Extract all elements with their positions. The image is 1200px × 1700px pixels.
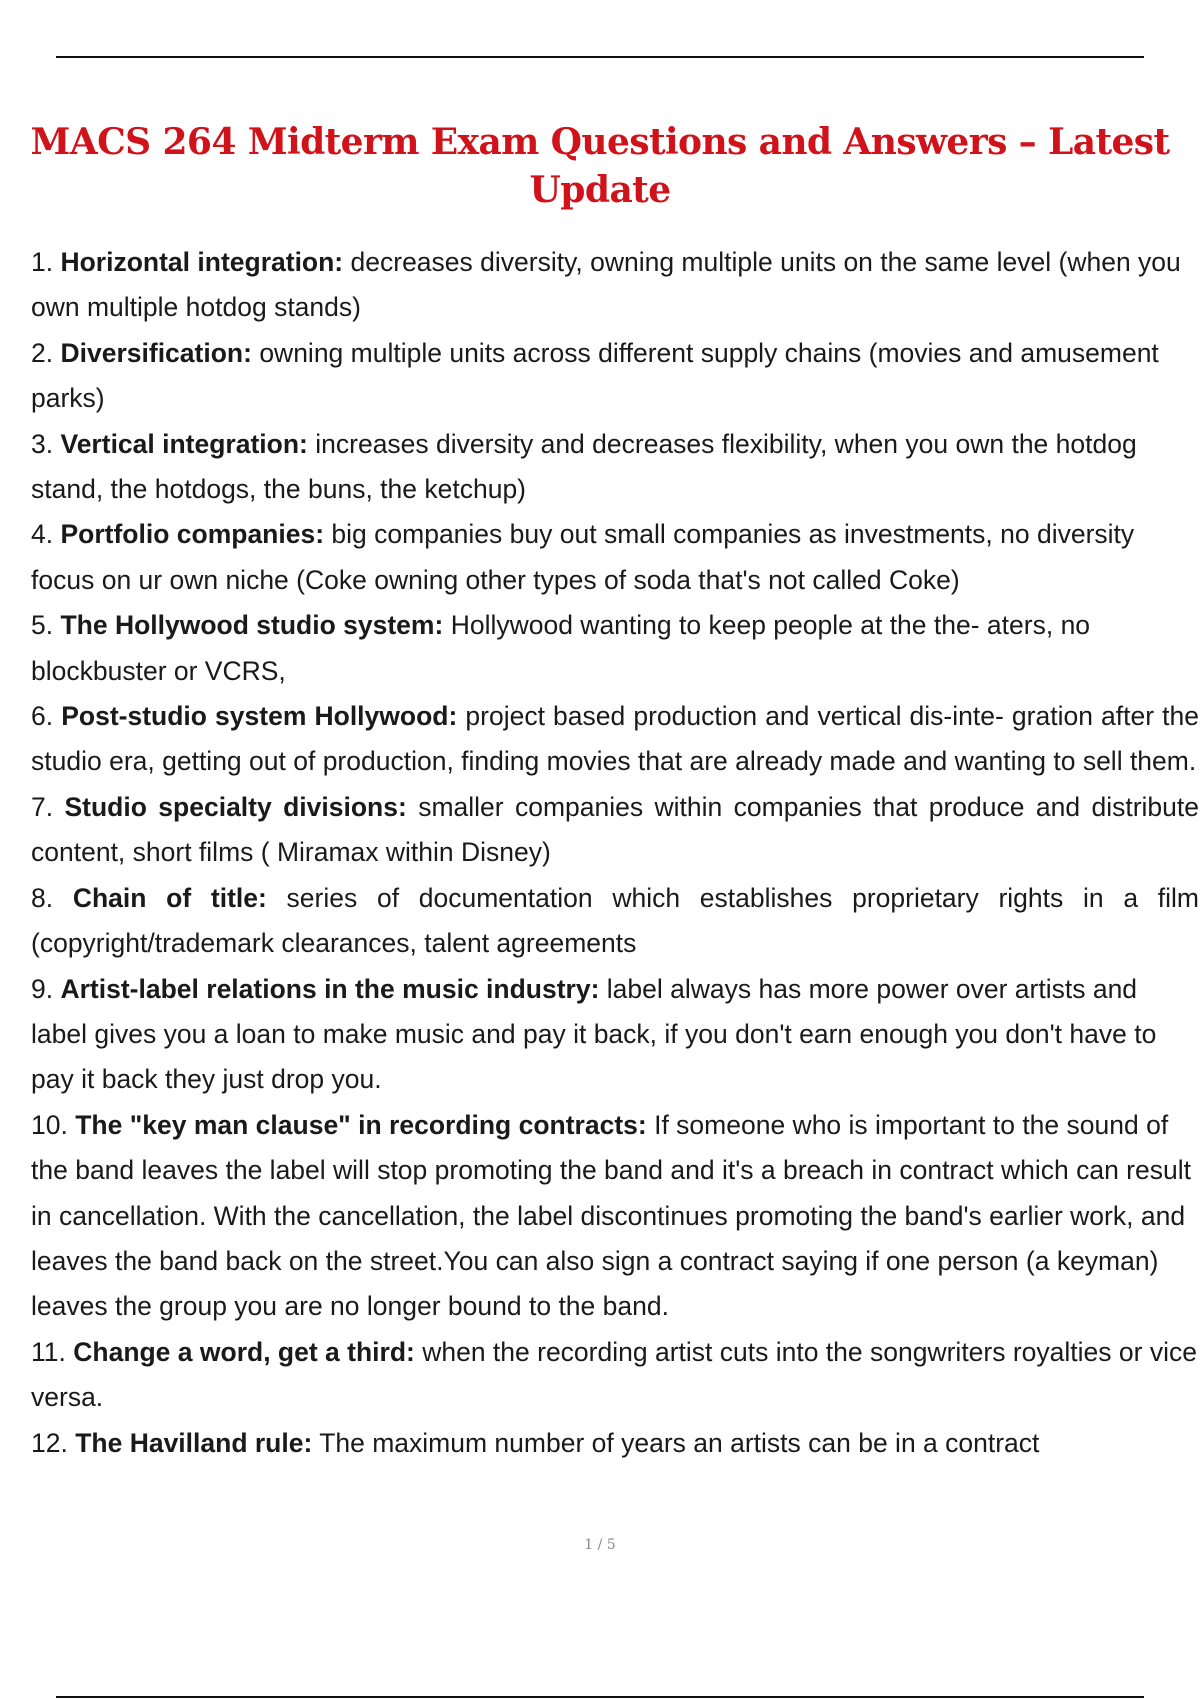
document-title: MACS 264 Midterm Exam Questions and Answers – Latest Update [30,121,1170,211]
page-number: 1 / 5 [584,1537,616,1553]
item-number: 12. [31,1427,68,1458]
item-term: Portfolio companies: [60,519,325,550]
qa-item-7 [31,785,1199,876]
item-term: The Havilland rule: [75,1427,313,1458]
item-term: Vertical integration: [60,428,308,459]
item-term: Chain of title: [72,882,267,913]
bottom-rule [56,1696,1144,1698]
item-term: The Hollywood studio system: [60,610,444,641]
qa-item-6 [31,694,1199,785]
item-definition: The maximum number of years an artists can be in a contract [319,1427,1040,1458]
item-definition: label always has more power over artists and label gives you a loan to make music and pay it back, if you don't earn enough you don't have to pay it back they just drop you. [31,973,1157,1095]
item-definition: project based production and vertical dis-inte- gration after the studio era, getting out of production, finding movies that are already made and wanting to sell them. [31,701,1199,777]
item-definition: Hollywood wanting to keep people at the the- aters, no blockbuster or VCRS, [31,610,1091,686]
item-number: 9. [31,973,54,1004]
qa-item-11 [31,1330,1199,1421]
qa-item-9 [31,967,1199,1103]
item-term: Studio specialty divisions: [64,791,407,822]
qa-item-5 [31,603,1199,694]
qa-list [31,240,1199,1466]
item-term: Change a word, get a third: [73,1336,415,1367]
item-number: 4. [31,519,54,550]
qa-item-8 [31,876,1199,967]
item-term: Diversification: [60,337,252,368]
qa-item-10 [31,1103,1199,1330]
qa-item-2 [31,331,1199,422]
item-number: 6. [31,701,54,732]
item-number: 3. [31,428,54,459]
item-number: 7. [31,791,54,822]
item-number: 8. [31,882,54,913]
qa-item-3 [31,422,1199,513]
item-number: 1. [31,247,54,277]
item-definition: increases diversity and decreases flexibility, when you own the hotdog stand, the hotdogs, the buns, the ketchup) [31,428,1137,505]
item-term: Post-studio system Hollywood: [61,701,458,732]
item-number: 11. [31,1336,66,1367]
item-term: Artist-label relations in the music industry: [60,973,600,1004]
item-number: 2. [31,337,54,368]
item-definition: owning multiple units across different supply chains (movies and amusement parks) [31,337,1159,414]
item-definition: series of documentation which establishes proprietary rights in a film (copyright/trademark clearances, talent agreements [31,882,1199,959]
item-number: 10. [31,1109,68,1140]
qa-item-12 [31,1421,1199,1466]
item-definition: when the recording artist cuts into the songwriters royalties or vice versa. [31,1336,1197,1413]
qa-item-1 [31,240,1199,331]
item-number: 5. [31,610,54,641]
item-definition: smaller companies within companies that produce and distribute content, short films ( Miramax within Disney) [31,791,1199,868]
item-definition: decreases diversity, owning multiple units on the same level (when you own multiple hotdog stands) [31,247,1181,323]
item-term: Horizontal integration: [60,247,344,277]
item-term: The "key man clause" in recording contracts: [75,1109,647,1140]
qa-item-4 [31,512,1199,603]
item-definition: If someone who is important to the sound of the band leaves the label will stop promoting the band and it's a breach in contract which can result in cancellation. With the cancellation, the label discontinues promoting the band's earlier work, and leaves the band back on the street.You can also sign a contract saying if one person (a keyman) leaves the group you are no longer bound to the band. [31,1109,1191,1322]
item-definition: big companies buy out small companies as investments, no diversity focus on ur own niche (Coke owning other types of soda that's not called Coke) [31,519,1135,595]
top-rule [56,56,1144,58]
